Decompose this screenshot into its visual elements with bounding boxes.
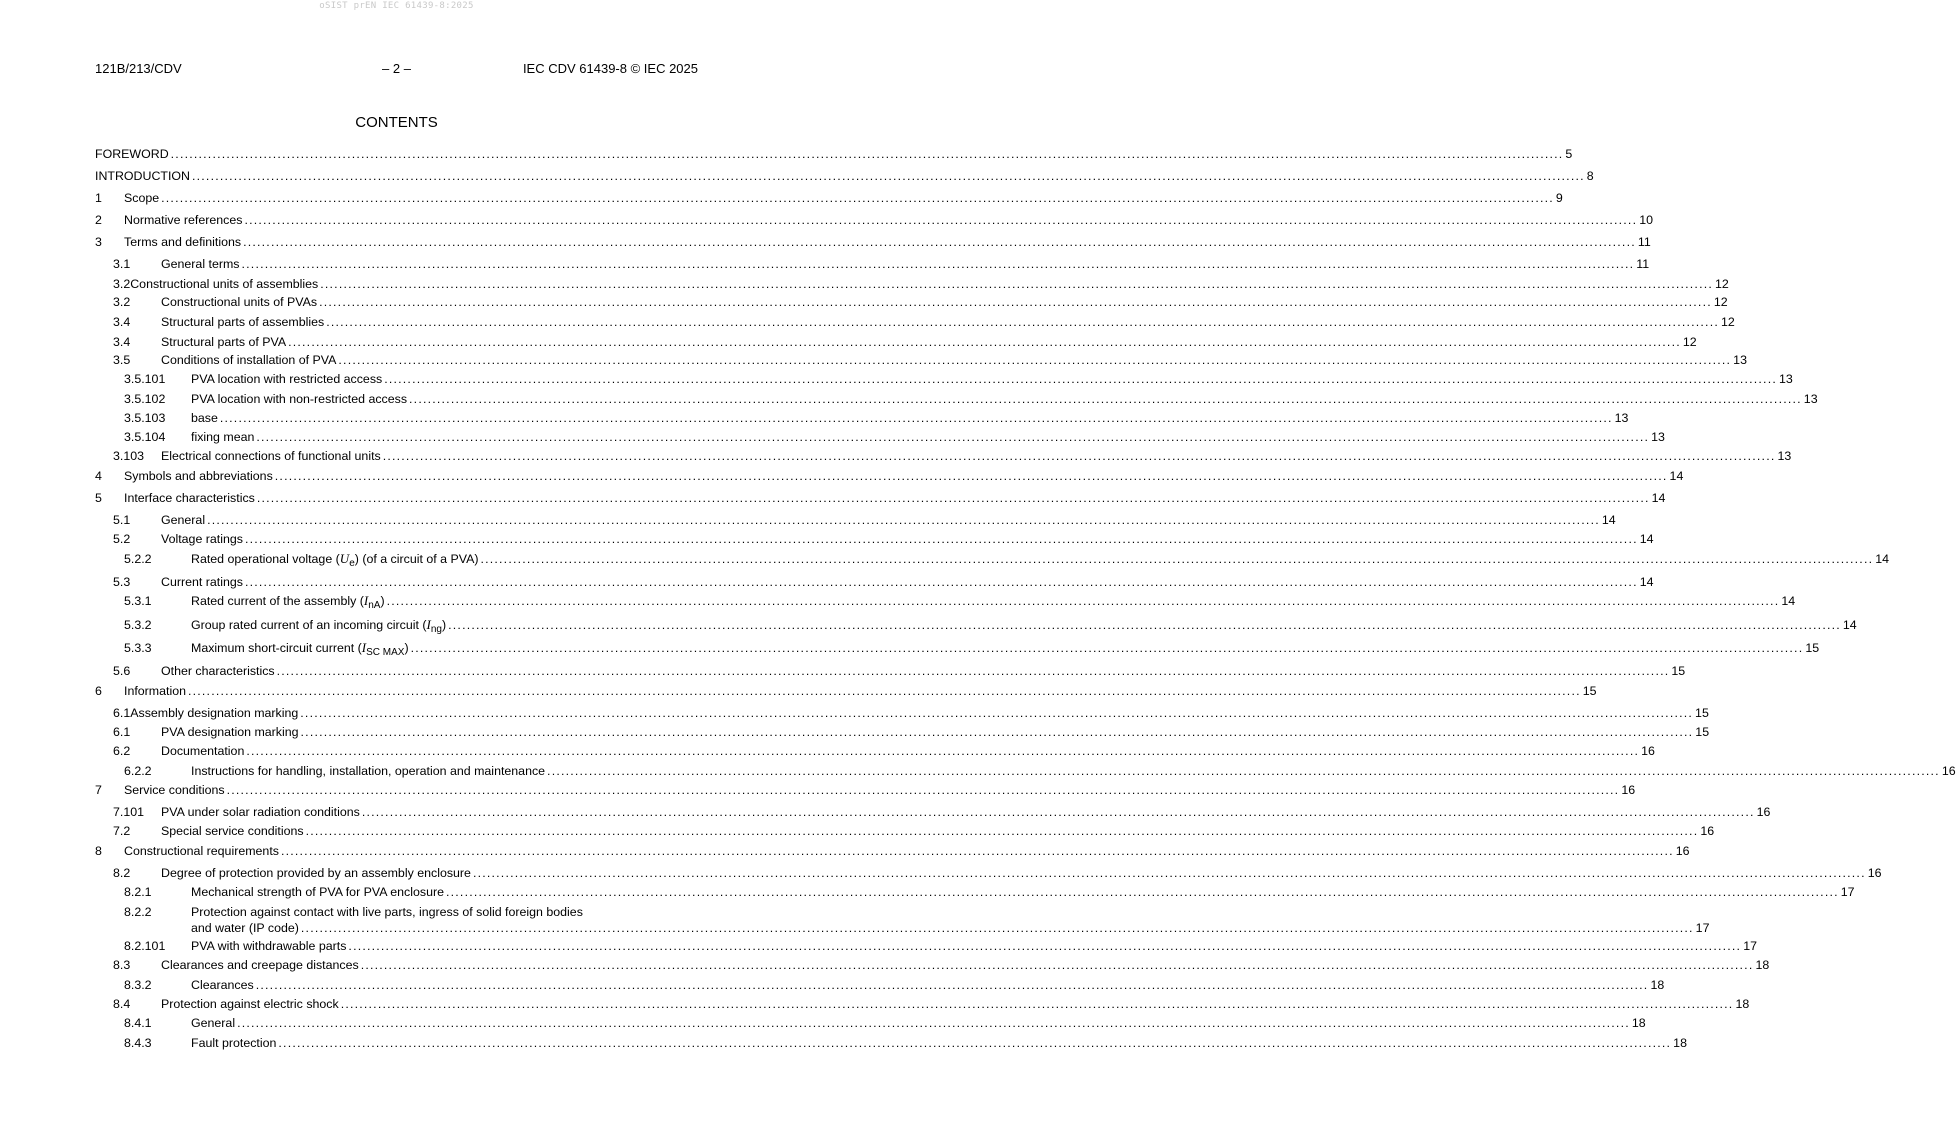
dot-leader: ............................................................................................................................................................................................................................................................................................................ <box>384 372 1777 386</box>
dot-leader: ............................................................................................................................................................................................................................................................................................................ <box>256 430 1650 444</box>
math-subscript: e <box>349 558 355 569</box>
dot-leader: ............................................................................................................................................................................................................................................................................................................ <box>319 295 1712 309</box>
toc-entry-title: PVA under solar radiation conditions <box>161 805 360 819</box>
toc-entry[interactable] <box>0 168 1594 184</box>
toc-entry-title: fixing mean <box>191 430 255 444</box>
dot-leader: ............................................................................................................................................................................................................................................................................................................ <box>446 885 1839 899</box>
toc-section-number: 3.5.101 <box>124 372 166 386</box>
toc-page-number: 16 <box>1641 744 1655 758</box>
toc-section-number: 3.5 <box>113 353 131 367</box>
toc-page-number: 12 <box>1720 315 1735 329</box>
toc-entry[interactable] <box>0 724 1710 740</box>
toc-page-number: 13 <box>1803 392 1818 406</box>
toc-entry[interactable] <box>0 865 1882 881</box>
toc-entry[interactable] <box>0 448 1792 464</box>
page-number: – 2 – <box>382 61 411 76</box>
dot-leader: ............................................................................................................................................................................................................................................................................................................ <box>300 921 1694 935</box>
toc-entry-title: and water (IP code) <box>191 921 299 935</box>
toc-entry-title: Mechanical strength of PVA for PVA enclosure <box>191 885 444 899</box>
toc-page-number: 18 <box>1650 978 1665 992</box>
dot-leader: ............................................................................................................................................................................................................................................................................................................ <box>219 411 1613 425</box>
toc-section-number: 7 <box>95 783 102 797</box>
toc-entry[interactable] <box>0 640 1820 658</box>
toc-page-number: 14 <box>1639 575 1654 589</box>
math-symbol: I <box>361 640 367 655</box>
toc-section-number: 5.2 <box>113 532 131 546</box>
toc-section-number: 5 <box>95 491 102 505</box>
dot-leader: ............................................................................................................................................................................................................................................................................................................ <box>338 353 1732 367</box>
page-title: CONTENTS <box>355 114 438 131</box>
toc-entry-title: Degree of protection provided by an assembly enclosure <box>161 866 471 880</box>
toc-entry[interactable] <box>0 593 1796 611</box>
toc-page-number: 8 <box>1586 169 1594 183</box>
page-header <box>95 61 698 79</box>
toc-entry[interactable] <box>0 512 1616 528</box>
dot-leader: ............................................................................................................................................................................................................................................................................................................ <box>280 844 1674 858</box>
dot-leader: ............................................................................................................................................................................................................................................................................................................ <box>244 532 1638 546</box>
toc-entry[interactable] <box>0 977 1665 993</box>
toc-entry-title: Structural parts of assemblies <box>161 315 325 329</box>
dot-leader: ............................................................................................................................................................................................................................................................................................................ <box>300 725 1694 739</box>
toc-section-number: 3.5.104 <box>124 430 166 444</box>
toc-entry-title: Documentation <box>161 744 245 758</box>
toc-page-number: 10 <box>1639 213 1654 227</box>
toc-entry[interactable] <box>0 663 1686 679</box>
toc-entry-title: Assembly designation marking <box>130 706 299 720</box>
toc-title-text: ) <box>404 641 409 655</box>
toc-section-number: 8.2 <box>113 866 131 880</box>
dot-leader: ............................................................................................................................................................................................................................................................................................................ <box>161 191 1554 205</box>
toc-entry[interactable] <box>0 843 1690 859</box>
toc-page-number: 11 <box>1636 257 1650 271</box>
dot-leader: ............................................................................................................................................................................................................................................................................................................ <box>448 618 1841 632</box>
toc-page-number: 11 <box>1637 235 1651 249</box>
dot-leader: ............................................................................................................................................................................................................................................................................................................ <box>170 147 1564 161</box>
toc-entry-title: Information <box>124 684 186 698</box>
toc-entry[interactable] <box>0 1015 1646 1031</box>
toc-entry-title: Instructions for handling, installation, operation and maintenance <box>191 764 546 778</box>
toc-entry[interactable] <box>0 468 1684 484</box>
toc-section-number: 5.3 <box>113 575 131 589</box>
toc-section-number: 6.1 <box>113 706 131 720</box>
toc-page-number: 13 <box>1733 353 1747 367</box>
toc-page-number: 15 <box>1671 664 1686 678</box>
toc-entry[interactable] <box>0 234 1651 250</box>
dot-leader: ............................................................................................................................................................................................................................................................................................................ <box>305 824 1699 838</box>
dot-leader: ............................................................................................................................................................................................................................................................................................................ <box>410 641 1804 655</box>
toc-entry-title: INTRODUCTION <box>95 169 190 183</box>
toc-section-number: 3.1 <box>113 257 131 271</box>
toc-entry[interactable] <box>0 551 1890 569</box>
toc-section-number: 6.2.2 <box>124 764 152 778</box>
toc-section-number: 8.4 <box>113 997 131 1011</box>
toc-entry[interactable] <box>0 884 1855 900</box>
toc-entry[interactable] <box>0 782 1636 798</box>
math-subscript: SC MAX <box>366 647 405 658</box>
dot-leader: ............................................................................................................................................................................................................................................................................................................ <box>360 958 1754 972</box>
toc-entry-title: Protection against electric shock <box>161 997 339 1011</box>
toc-section-number: 3.5.102 <box>124 392 166 406</box>
dot-leader: ............................................................................................................................................................................................................................................................................................................ <box>480 552 1874 566</box>
toc-page-number: 18 <box>1755 958 1770 972</box>
toc-entry-title <box>191 617 446 633</box>
toc-page-number: 16 <box>1700 824 1715 838</box>
math-subscript: ng <box>430 624 442 635</box>
toc-page-number: 12 <box>1682 335 1697 349</box>
toc-entry-title: Constructional requirements <box>124 844 279 858</box>
toc-entry-title: General <box>161 513 206 527</box>
toc-page-number: 14 <box>1875 552 1890 566</box>
toc-section-number: 3.103 <box>113 449 145 463</box>
toc-entry[interactable] <box>0 352 1747 368</box>
math-symbol: I <box>426 617 431 632</box>
toc-section-number: 5.3.3 <box>124 641 152 655</box>
document-reference: 121B/213/CDV <box>95 61 182 76</box>
toc-entry[interactable] <box>0 743 1655 759</box>
toc-section-number: 5.2.2 <box>124 552 152 566</box>
toc-page-number: 17 <box>1743 939 1757 953</box>
toc-page-number: 13 <box>1777 449 1792 463</box>
toc-page-number: 16 <box>1756 805 1771 819</box>
dot-leader: ............................................................................................................................................................................................................................................................................................................ <box>276 664 1670 678</box>
watermark: oSIST prEN IEC 61439-8:2025 <box>319 1 474 11</box>
toc-page-number: 17 <box>1695 921 1710 935</box>
dot-leader: ............................................................................................................................................................................................................................................................................................................ <box>300 706 1694 720</box>
toc-entry-title: Special service conditions <box>161 824 304 838</box>
math-symbol: I <box>363 593 369 608</box>
toc-page-number: 18 <box>1673 1036 1687 1050</box>
toc-section-number: 8.2.2 <box>124 905 152 919</box>
toc-entry-title: PVA location with restricted access <box>191 372 383 386</box>
dot-leader: ............................................................................................................................................................................................................................................................................................................ <box>326 315 1719 329</box>
dot-leader: ............................................................................................................................................................................................................................................................................................................ <box>361 805 1755 819</box>
toc-entry[interactable] <box>0 276 1729 292</box>
dot-leader: ............................................................................................................................................................................................................................................................................................................ <box>243 235 1636 249</box>
toc-entry-title: PVA with withdrawable parts <box>191 939 347 953</box>
math-symbol: U <box>339 551 350 566</box>
standard-reference: IEC CDV 61439-8 © IEC 2025 <box>522 61 698 76</box>
dot-leader: ............................................................................................................................................................................................................................................................................................................ <box>244 575 1638 589</box>
toc-page-number: 14 <box>1669 469 1684 483</box>
toc-page-number: 14 <box>1651 491 1666 505</box>
toc-entry[interactable] <box>0 146 1573 162</box>
toc-section-number: 8.2.1 <box>124 885 152 899</box>
dot-leader: ............................................................................................................................................................................................................................................................................................................ <box>187 684 1581 698</box>
toc-entry-title: Electrical connections of functional units <box>161 449 381 463</box>
dot-leader: ............................................................................................................................................................................................................................................................................................................ <box>207 513 1600 527</box>
toc-entry[interactable] <box>0 490 1666 506</box>
toc-section-number: 8.4.3 <box>124 1036 152 1050</box>
toc-entry-title <box>191 640 409 656</box>
toc-section-number: 3.4 <box>113 335 131 349</box>
toc-entry[interactable] <box>0 391 1818 407</box>
toc-entry[interactable] <box>0 904 1710 936</box>
dot-leader: ............................................................................................................................................................................................................................................................................................................ <box>246 744 1640 758</box>
dot-leader: ............................................................................................................................................................................................................................................................................................................ <box>237 1016 1630 1030</box>
toc-section-number: 5.1 <box>113 513 131 527</box>
dot-leader: ............................................................................................................................................................................................................................................................................................................ <box>386 594 1780 608</box>
toc-entry[interactable] <box>0 212 1654 228</box>
toc-page-number: 15 <box>1695 706 1709 720</box>
toc-entry-title-line1: Protection against contact with live parts, ingress of solid foreign bodies <box>191 905 583 919</box>
toc-title-text: Rated operational voltage ( <box>191 552 340 566</box>
toc-entry-title <box>191 593 385 609</box>
toc-section-number: 7.2 <box>113 824 131 838</box>
toc-section-number: 6.2 <box>113 744 131 758</box>
toc-entry-title: Fault protection <box>191 1036 277 1050</box>
toc-entry-title: FOREWORD <box>95 147 169 161</box>
toc-entry-title: Service conditions <box>124 783 225 797</box>
toc-page-number: 15 <box>1805 641 1820 655</box>
toc-entry[interactable] <box>0 371 1793 387</box>
toc-entry-title: Current ratings <box>161 575 243 589</box>
toc-entry[interactable] <box>0 429 1665 445</box>
toc-page-number: 18 <box>1631 1016 1646 1030</box>
toc-entry[interactable] <box>0 683 1597 699</box>
toc-page-number: 12 <box>1713 295 1728 309</box>
dot-leader: ............................................................................................................................................................................................................................................................................................................ <box>382 449 1776 463</box>
toc-page-number: 14 <box>1601 513 1616 527</box>
toc-entry-title: Interface characteristics <box>124 491 255 505</box>
toc-entry-title: General terms <box>161 257 240 271</box>
toc-page-number: 13 <box>1778 372 1793 386</box>
toc-page-number: 18 <box>1735 997 1750 1011</box>
dot-leader: ............................................................................................................................................................................................................................................................................................................ <box>409 392 1802 406</box>
toc-entry-title: PVA designation marking <box>161 725 299 739</box>
toc-title-text: Rated current of the assembly ( <box>191 594 364 608</box>
toc-entry[interactable] <box>0 256 1650 272</box>
toc-page-number: 14 <box>1781 594 1796 608</box>
toc-title-text: ) <box>380 594 385 608</box>
dot-leader: ............................................................................................................................................................................................................................................................................................................ <box>241 257 1635 271</box>
toc-entry-title: Conditions of installation of PVA <box>161 353 337 367</box>
toc-entry-title <box>191 551 478 567</box>
toc-page-number: 15 <box>1582 684 1597 698</box>
toc-entry[interactable] <box>0 705 1709 721</box>
toc-section-number: 7.101 <box>113 805 145 819</box>
toc-section-number: 3.2 <box>113 277 131 291</box>
toc-page-number: 13 <box>1651 430 1665 444</box>
toc-entry[interactable] <box>0 938 1757 954</box>
toc-page-number: 5 <box>1565 147 1573 161</box>
toc-entry-title: Other characteristics <box>161 664 275 678</box>
toc-section-number: 5.3.2 <box>124 618 152 632</box>
toc-entry-title: Scope <box>124 191 160 205</box>
toc-entry[interactable] <box>0 294 1728 310</box>
toc-entry-title: base <box>191 411 218 425</box>
toc-section-number: 1 <box>95 191 102 205</box>
toc-title-text: Maximum short-circuit current ( <box>191 641 362 655</box>
toc-section-number: 8.3.2 <box>124 978 152 992</box>
toc-entry[interactable] <box>0 410 1629 426</box>
dot-leader: ............................................................................................................................................................................................................................................................................................................ <box>340 997 1734 1011</box>
toc-entry-title: Constructional units of PVAs <box>161 295 318 309</box>
toc-entry-title: PVA location with non-restricted access <box>191 392 408 406</box>
dot-leader: ............................................................................................................................................................................................................................................................................................................ <box>472 866 1866 880</box>
toc-page-number: 12 <box>1715 277 1729 291</box>
toc-entry[interactable] <box>0 823 1715 839</box>
toc-entry[interactable] <box>0 763 1956 779</box>
toc-entry[interactable] <box>0 334 1697 350</box>
dot-leader: ............................................................................................................................................................................................................................................................................................................ <box>255 978 1649 992</box>
toc-section-number: 2 <box>95 213 102 227</box>
toc-page-number: 9 <box>1555 191 1563 205</box>
toc-section-number: 8.4.1 <box>124 1016 152 1030</box>
toc-entry-title: Voltage ratings <box>161 532 243 546</box>
toc-entry[interactable] <box>0 314 1735 330</box>
toc-section-number: 6 <box>95 684 102 698</box>
toc-page-number: 16 <box>1941 764 1956 778</box>
toc-section-number: 8 <box>95 844 102 858</box>
toc-entry-title: Clearances <box>191 978 254 992</box>
toc-section-number: 8.2.101 <box>124 939 166 953</box>
toc-section-number: 3.5.103 <box>124 411 166 425</box>
toc-title-text: ) (of a circuit of a PVA) <box>354 552 479 566</box>
toc-page-number: 16 <box>1621 783 1636 797</box>
dot-leader: ............................................................................................................................................................................................................................................................................................................ <box>256 491 1650 505</box>
toc-section-number: 8.3 <box>113 958 131 972</box>
toc-entry[interactable] <box>0 804 1771 820</box>
dot-leader: ............................................................................................................................................................................................................................................................................................................ <box>288 335 1681 349</box>
dot-leader: ............................................................................................................................................................................................................................................................................................................ <box>348 939 1742 953</box>
toc-section-number: 3.4 <box>113 315 131 329</box>
toc-section-number: 3.2 <box>113 295 131 309</box>
toc-page-number: 14 <box>1842 618 1857 632</box>
toc-entry[interactable] <box>0 574 1654 590</box>
math-subscript: nA <box>368 600 381 611</box>
toc-entry-title: Constructional units of assemblies <box>130 277 319 291</box>
dot-leader: ............................................................................................................................................................................................................................................................................................................ <box>278 1036 1672 1050</box>
toc-entry-title: Clearances and creepage distances <box>161 958 359 972</box>
toc-entry[interactable] <box>0 1035 1687 1051</box>
toc-page-number: 14 <box>1639 532 1654 546</box>
toc-title-text: Group rated current of an incoming circuit ( <box>191 618 427 632</box>
toc-section-number: 5.3.1 <box>124 594 152 608</box>
dot-leader: ............................................................................................................................................................................................................................................................................................................ <box>226 783 1620 797</box>
dot-leader: ............................................................................................................................................................................................................................................................................................................ <box>192 169 1585 183</box>
toc-entry-title: General <box>191 1016 236 1030</box>
toc-section-number: 3 <box>95 235 102 249</box>
dot-leader: ............................................................................................................................................................................................................................................................................................................ <box>274 469 1668 483</box>
toc-section-number: 6.1 <box>113 725 131 739</box>
toc-section-number: 5.6 <box>113 664 131 678</box>
dot-leader: ............................................................................................................................................................................................................................................................................................................ <box>244 213 1638 227</box>
toc-entry[interactable] <box>0 957 1770 973</box>
toc-entry-title: Terms and definitions <box>124 235 242 249</box>
toc-entry[interactable] <box>0 531 1654 547</box>
dot-leader: ............................................................................................................................................................................................................................................................................................................ <box>320 277 1714 291</box>
toc-page-number: 16 <box>1675 844 1690 858</box>
toc-entry-title: Structural parts of PVA <box>161 335 287 349</box>
toc-section-number: 4 <box>95 469 102 483</box>
toc-page-number: 17 <box>1840 885 1855 899</box>
toc-entry-title: Normative references <box>124 213 243 227</box>
toc-entry[interactable] <box>0 190 1563 206</box>
dot-leader: ............................................................................................................................................................................................................................................................................................................ <box>547 764 1940 778</box>
toc-page-number: 15 <box>1695 725 1710 739</box>
toc-entry-title: Symbols and abbreviations <box>124 469 273 483</box>
toc-page-number: 16 <box>1867 866 1882 880</box>
toc-entry[interactable] <box>0 996 1750 1012</box>
toc-entry[interactable] <box>0 617 1857 635</box>
toc-page-number: 13 <box>1614 411 1629 425</box>
toc-title-text: ) <box>442 618 447 632</box>
